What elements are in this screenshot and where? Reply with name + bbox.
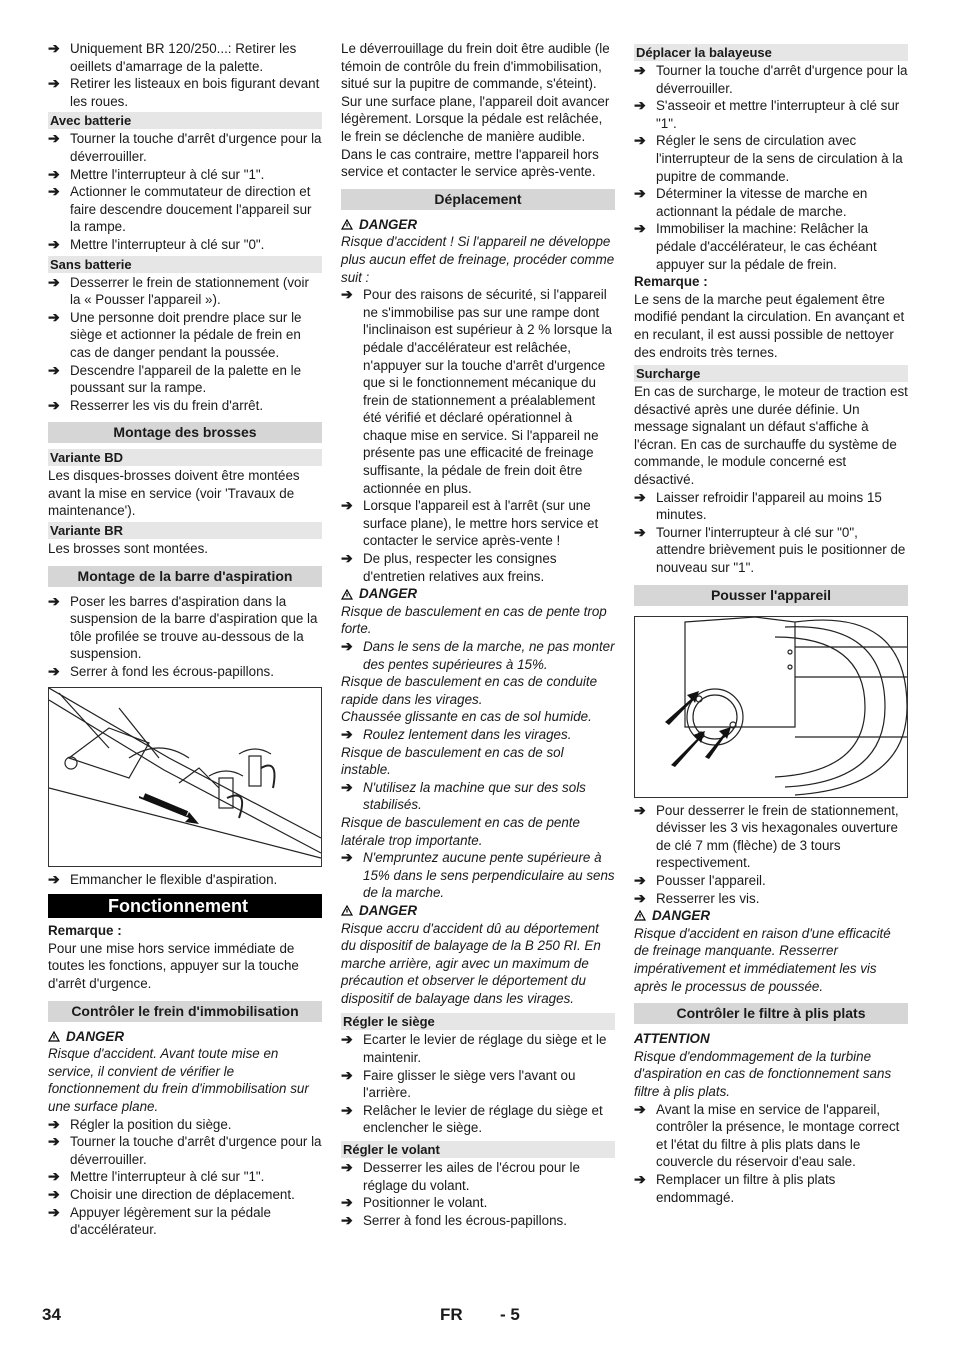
- column-middle: [341, 40, 615, 1229]
- page-number: 34: [42, 1305, 61, 1324]
- list-item: ➔ Retirer les listeaux en bois figurant devant les roues.: [48, 75, 320, 109]
- section-deplacement: Déplacement: [341, 189, 615, 210]
- warning-triangle-icon: [341, 219, 353, 230]
- paragraph: Le déverrouillage du frein doit être audible (le témoin de contrôle du frein d'immobilisation, situé sur la pupitre de commande, s'éteint). Sur une surface plane, l'appareil doit avancer légèrement. Lorsque la pédale est relâchée, le frein se déclenche de manière audible. Dans le cas contraire, mettre l'appareil hors service et contacter le service après-vente.: [341, 41, 610, 180]
- list-item: ➔ Actionner le commutateur de direction et faire descendre doucement l'appareil sur la rampe.: [48, 183, 312, 235]
- list-item: ➔ Pour desserrer le frein de stationnement, dévisser les 3 vis hexagonales ouverture de clé 7 mm (flèche) de 3 tours respectivement.: [634, 801, 899, 871]
- arrow-icon: ➔: [634, 801, 646, 818]
- remark-label: Remarque :: [634, 274, 708, 290]
- subheading-variante-br: Variante BR: [48, 522, 322, 539]
- arrow-icon: ➔: [634, 872, 646, 888]
- paragraph: Les brosses sont montées.: [48, 541, 209, 557]
- list-item: ➔ Serrer à fond les écrous-papillons.: [341, 1211, 567, 1228]
- section-montage-brosses: Montage des brosses: [48, 422, 322, 443]
- arrow-icon: ➔: [341, 638, 353, 654]
- danger-heading: DANGER: [341, 216, 615, 234]
- arrow-icon: ➔: [341, 1194, 353, 1211]
- list-item: ➔ Choisir une direction de déplacement.: [48, 1185, 295, 1202]
- arrow-icon: ➔: [48, 183, 60, 200]
- section-controle-frein: Contrôler le frein d'immobilisation: [48, 1001, 322, 1022]
- list-item: ➔ Poser les barres d'aspiration dans la suspension de la barre d'aspiration que la tôle profilée se trouve au-dessous de la suspension.: [48, 592, 318, 662]
- list-item: ➔ Mettre l'interrupteur à clé sur "0".: [48, 235, 265, 252]
- arrow-icon: ➔: [48, 40, 60, 56]
- subheading-regler-siege: Régler le siège: [341, 1013, 615, 1030]
- subheading-deplacer: Déplacer la balayeuse: [634, 44, 908, 61]
- arrow-icon: ➔: [341, 1159, 353, 1176]
- squeegee-illustration-icon: [49, 688, 321, 866]
- paragraph: Les disques-brosses doivent être montées avant la mise en service (voir 'Travaux de maintenance').: [48, 468, 300, 519]
- list-item: ➔ Dans le sens de la marche, ne pas monter des pentes supérieures à 15%.: [341, 638, 615, 672]
- arrow-icon: ➔: [341, 1031, 353, 1048]
- list-item: ➔ Régler le sens de circulation avec l'interrupteur de la sens de circulation à la pupitre de commande.: [634, 132, 903, 184]
- list-item: ➔ Desserrer les ailes de l'écrou pour le réglage du volant.: [341, 1159, 580, 1193]
- list-item: ➔ Positionner le volant.: [341, 1194, 488, 1211]
- arrow-icon: ➔: [634, 1170, 646, 1187]
- danger-text: Risque accru d'accident dû au déportement du dispositif de balayage de la B 250 RI. En marche arrière, agir avec un maximum de précaution et observer le déportement du dispositif de balayage dans les virages.: [341, 920, 601, 1006]
- list-item: ➔ Resserrer les vis du frein d'arrêt.: [48, 396, 264, 413]
- brake-figure: [634, 616, 908, 798]
- arrow-icon: ➔: [634, 132, 646, 149]
- arrow-icon: ➔: [634, 523, 646, 540]
- danger-text: Chaussée glissante en cas de sol humide.: [341, 709, 592, 725]
- attention-heading: ATTENTION: [634, 1031, 710, 1047]
- chapter-fonctionnement: Fonctionnement: [48, 894, 322, 918]
- danger-text: Risque de basculement en cas de sol instable.: [341, 744, 564, 778]
- arrow-icon: ➔: [48, 130, 60, 147]
- arrow-icon: ➔: [341, 286, 353, 303]
- list-item: ➔ Pousser l'appareil.: [634, 872, 766, 888]
- list-item: ➔ S'asseoir et mettre l'interrupteur à clé sur "1".: [634, 97, 900, 131]
- brake-illustration-icon: [635, 617, 907, 797]
- paragraph: Pour une mise hors service immédiate de toutes les fonctions, appuyer sur la touche d'arrêt d'urgence.: [48, 940, 299, 991]
- section-filtre: Contrôler le filtre à plis plats: [634, 1003, 908, 1024]
- section-pousser: Pousser l'appareil: [634, 585, 908, 606]
- column-left: [48, 40, 322, 1239]
- list-item: ➔ Tourner la touche d'arrêt d'urgence pour la déverrouiller.: [48, 1133, 322, 1167]
- arrow-icon: ➔: [341, 725, 353, 742]
- danger-text: Risque de basculement en cas de conduite rapide dans les virages.: [341, 674, 598, 707]
- arrow-icon: ➔: [341, 1101, 353, 1118]
- list-item: ➔ Laisser refroidir l'appareil au moins 15 minutes.: [634, 488, 882, 523]
- danger-text: Risque de basculement en cas de pente latérale trop importante.: [341, 814, 580, 848]
- list-item: ➔ Resserrer les vis.: [634, 889, 760, 906]
- list-item: ➔ Avant la mise en service de l'appareil, contrôler la présence, le montage correct et l'état du filtre à plis plats dans le couvercle du réservoir d'eau sale.: [634, 1100, 900, 1170]
- attention-text: Risque d'endommagement de la turbine d'aspiration en cas de fonctionnement sans filtre à plis plats.: [634, 1048, 892, 1099]
- arrow-icon: ➔: [48, 1168, 60, 1185]
- list-item: ➔ Faire glisser le siège vers l'avant ou l'arrière.: [341, 1066, 576, 1101]
- list-item: ➔ De plus, respecter les consignes d'entretien relatives aux freins.: [341, 550, 557, 584]
- danger-heading: DANGER: [48, 1028, 322, 1046]
- list-item: ➔ Emmancher le flexible d'aspiration.: [48, 870, 278, 887]
- list-item: ➔ Immobiliser la machine: Relâcher la pédale d'accélérateur, le cas échéant appuyer sur la pédale de frein.: [634, 220, 877, 272]
- column-right: [634, 40, 908, 1206]
- list-item: ➔ Une personne doit prendre place sur le siège et actionner la pédale de frein en cas de danger pendant la poussée.: [48, 308, 302, 360]
- danger-text: Risque d'accident. Avant toute mise en service, il convient de vérifier le fonctionnement du frein d'immobilisation sur une surface plane.: [48, 1046, 309, 1114]
- list-item: ➔ Uniquement BR 120/250...: Retirer les oeillets d'amarrage de la palette.: [48, 40, 297, 74]
- list-item: ➔ Desserrer le frein de stationnement (voir la « Pousser l'appareil »).: [48, 273, 309, 308]
- arrow-icon: ➔: [48, 592, 60, 609]
- arrow-icon: ➔: [634, 488, 646, 505]
- list-item: ➔ Descendre l'appareil de la palette en le poussant sur la rampe.: [48, 361, 302, 396]
- arrow-icon: ➔: [48, 165, 60, 182]
- danger-text: Risque d'accident en raison d'une efficacité de freinage manquante. Resserrer impérativement et immédiatement les vis après le processus de poussée.: [634, 925, 891, 994]
- sub-page-number: - 5: [500, 1305, 520, 1324]
- arrow-icon: ➔: [48, 273, 60, 290]
- list-item: ➔ Ecarter le levier de réglage du siège et le maintenir.: [341, 1031, 607, 1066]
- list-item: ➔ Tourner la touche d'arrêt d'urgence pour la déverrouiller.: [48, 130, 322, 164]
- subheading-regler-volant: Régler le volant: [341, 1141, 615, 1158]
- remark-label: Remarque :: [48, 923, 122, 939]
- arrow-icon: ➔: [48, 75, 60, 92]
- arrow-icon: ➔: [48, 396, 60, 413]
- danger-text: Risque de basculement en cas de pente trop forte.: [341, 603, 607, 637]
- subheading-surcharge: Surcharge: [634, 365, 908, 382]
- list-item: ➔ Remplacer un filtre à plis plats endommagé.: [634, 1170, 836, 1205]
- arrow-icon: ➔: [341, 497, 353, 514]
- arrow-icon: ➔: [48, 308, 60, 325]
- danger-heading: DANGER: [634, 907, 908, 925]
- list-item: ➔ Mettre l'interrupteur à clé sur "1".: [48, 165, 265, 182]
- paragraph: Le sens de la marche peut également être modifié pendant la circulation. En avançant et en reculant, il est aussi possible de nettoyer des endroits très ternes.: [634, 291, 905, 360]
- arrow-icon: ➔: [48, 1133, 60, 1150]
- arrow-icon: ➔: [48, 235, 60, 252]
- warning-triangle-icon: [48, 1031, 60, 1042]
- arrow-icon: ➔: [48, 870, 60, 887]
- arrow-icon: ➔: [634, 62, 646, 78]
- arrow-icon: ➔: [341, 550, 353, 567]
- arrow-icon: ➔: [48, 1115, 60, 1132]
- list-item: ➔ Appuyer légèrement sur la pédale d'accélérateur.: [48, 1203, 271, 1238]
- list-item: ➔ Lorsque l'appareil est à l'arrêt (sur une surface plane), le mettre hors service et contacter le service après-vente !: [341, 497, 599, 549]
- list-item: ➔ Tourner l'interrupteur à clé sur "0", attendre brièvement puis le positionner de nouveau sur "1".: [634, 523, 906, 576]
- paragraph: En cas de surcharge, le moteur de traction est désactivé après une durée définie. Un message signalant un défaut s'affiche à l'écran. En cas de surchauffe du système de commande, le module concerné est désactivé.: [634, 384, 908, 488]
- list-item: ➔ Déterminer la vitesse de marche en actionnant la pédale de marche.: [634, 185, 868, 219]
- arrow-icon: ➔: [341, 1211, 353, 1228]
- language-code: FR: [440, 1305, 463, 1324]
- arrow-icon: ➔: [341, 778, 353, 795]
- danger-heading: DANGER: [341, 902, 615, 920]
- list-item: ➔ Relâcher le levier de réglage du siège et enclencher le siège.: [341, 1101, 603, 1136]
- list-item: ➔ Roulez lentement dans les virages.: [341, 725, 572, 742]
- arrow-icon: ➔: [48, 361, 60, 378]
- list-item: ➔ N'utilisez la machine que sur des sols stabilisés.: [341, 778, 586, 813]
- arrow-icon: ➔: [634, 220, 646, 237]
- subheading-avec-batterie: Avec batterie: [48, 112, 322, 129]
- arrow-icon: ➔: [634, 889, 646, 906]
- subheading-sans-batterie: Sans batterie: [48, 256, 322, 273]
- list-item: ➔ Mettre l'interrupteur à clé sur "1".: [48, 1168, 265, 1185]
- subheading-variante-bd: Variante BD: [48, 449, 322, 466]
- section-montage-barre: Montage de la barre d'aspiration: [48, 566, 322, 587]
- squeegee-figure: [48, 687, 322, 867]
- list-item: ➔ Serrer à fond les écrous-papillons.: [48, 663, 274, 680]
- arrow-icon: ➔: [341, 849, 353, 866]
- arrow-icon: ➔: [48, 1185, 60, 1202]
- danger-text: Risque d'accident ! Si l'appareil ne développe plus aucun effet de freinage, procéder comme suit :: [341, 234, 615, 285]
- arrow-icon: ➔: [48, 1203, 60, 1220]
- warning-triangle-icon: [341, 905, 353, 916]
- list-item: ➔ Régler la position du siège.: [48, 1115, 232, 1132]
- list-item: ➔ Pour des raisons de sécurité, si l'appareil ne s'immobilise pas sur une rampe dont l'inclinaison est supérieur à 2 % lorsque la pédale d'accélérateur est relâchée, n'appuyer sur la touche d'arrêt d'urgence que si le fonctionnement mécanique du frein de stationnement a préalablement été vérifié et déclaré opérationnel à chaque mise en service. Si l'appareil ne présente pas une efficacité de freinage suffisante, la pédale de frein doit être actionnée en plus.: [341, 286, 612, 496]
- arrow-icon: ➔: [634, 1100, 646, 1117]
- danger-heading: DANGER: [341, 585, 615, 603]
- warning-triangle-icon: [634, 910, 646, 921]
- list-item: ➔ Tourner la touche d'arrêt d'urgence pour la déverrouiller.: [634, 62, 908, 96]
- list-item: ➔ N'empruntez aucune pente supérieure à 15% dans le sens perpendiculaire au sens de la marche.: [341, 849, 615, 901]
- arrow-icon: ➔: [48, 663, 60, 680]
- arrow-icon: ➔: [634, 97, 646, 114]
- warning-triangle-icon: [341, 589, 353, 600]
- arrow-icon: ➔: [341, 1066, 353, 1083]
- arrow-icon: ➔: [634, 185, 646, 202]
